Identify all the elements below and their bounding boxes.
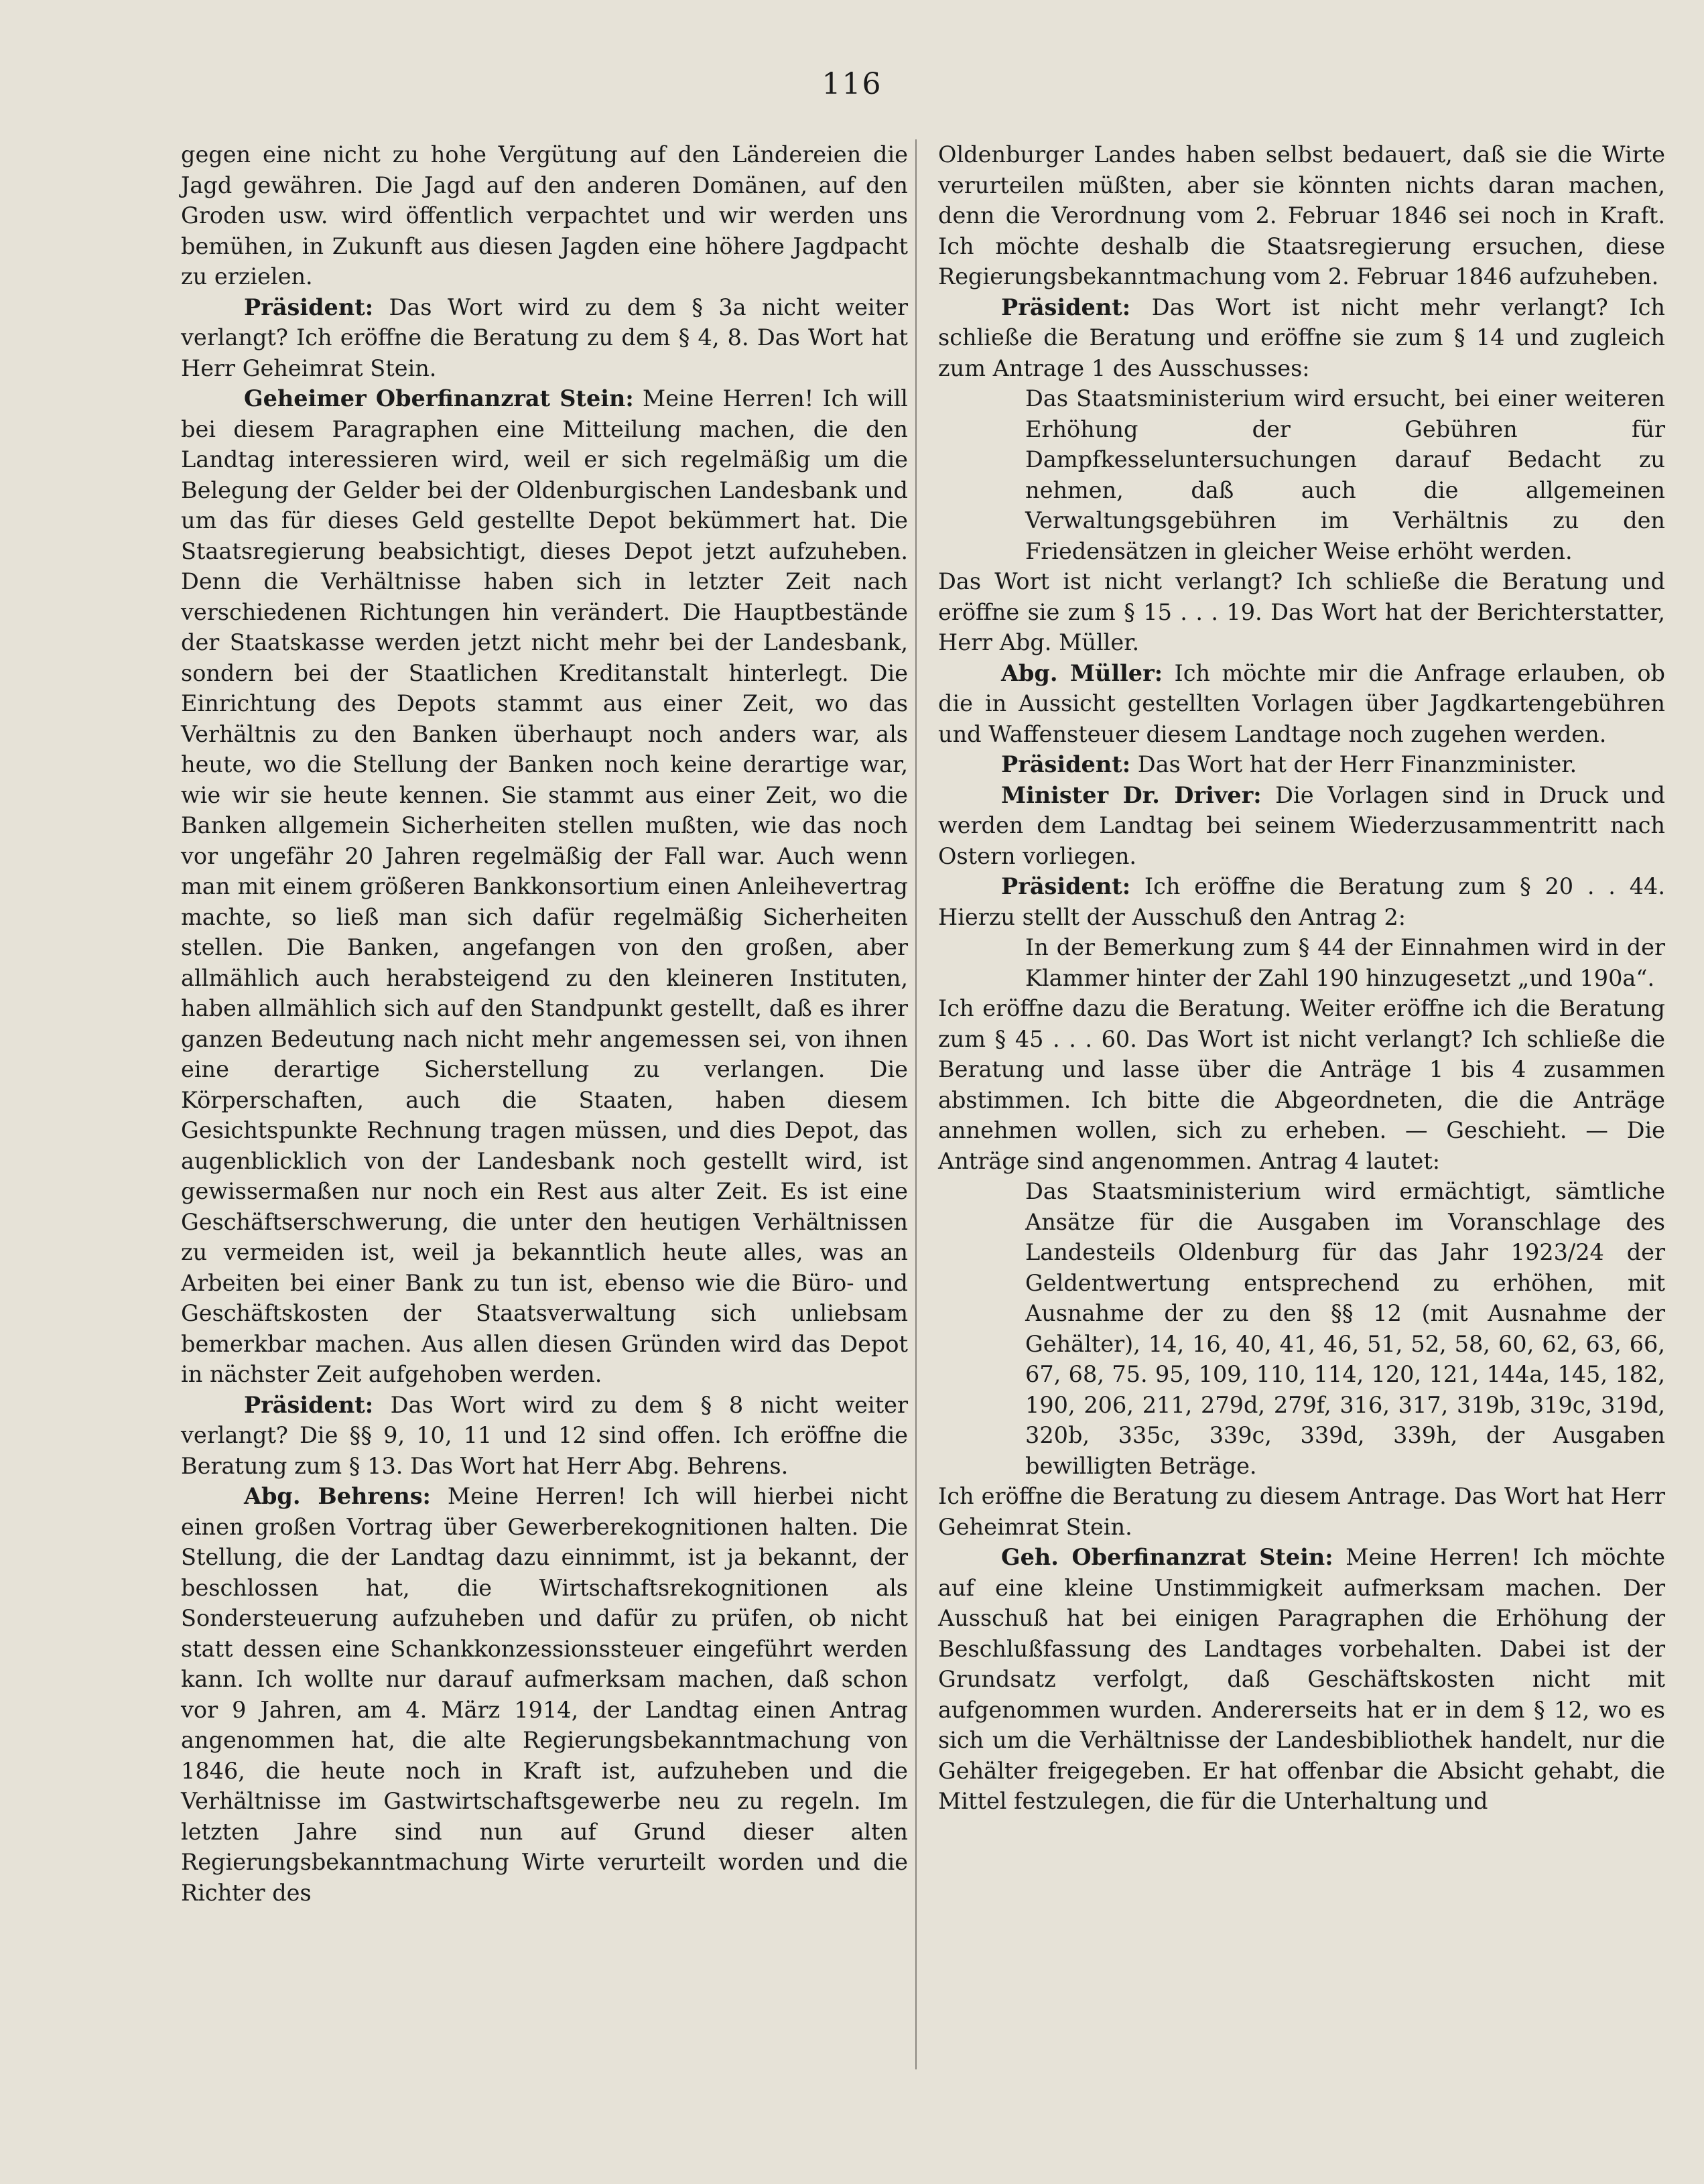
- paragraph-text: Das Wort wird zu dem § 8 nicht weiter verlangt? Die §§ 9, 10, 11 und 12 sind offen. Ich eröffne die Beratung zum § 13. Das Wort hat Herr Abg. Behrens.: [181, 1391, 908, 1479]
- paragraph-text: Das Wort ist nicht mehr verlangt? Ich schließe die Beratung und eröffne sie zum § 14 und zugleich zum Antrage 1 des Ausschusses:: [938, 294, 1665, 381]
- speaker-name: Geheimer Oberfinanzrat Stein:: [244, 385, 634, 411]
- paragraph-text: Meine Herren! Ich möchte auf eine kleine Unstimmigkeit aufmerksam machen. Der Ausschuß hat bei einigen Paragraphen die Erhöhung der Beschlußfassung des Landtages vorbehalten. Dabei ist der Grundsatz verfolgt, daß Geschäftskosten nicht mit aufgenommen wurden. Andererseits hat er in dem § 12, wo es sich um die Verhältnisse der Landesbibliothek handelt, nur die Gehälter freigegeben. Er hat offenbar die Absicht gehabt, die Mittel festzulegen, die für die Unterhaltung und: [938, 1544, 1665, 1814]
- paragraph: [938, 566, 1665, 658]
- paragraph-text: Oldenburger Landes haben selbst bedauert, daß sie die Wirte verurteilen müßten, aber sie könnten nichts daran machen, denn die Verordnung vom 2. Februar 1846 sei noch in Kraft. Ich möchte deshalb die Staatsregierung ersuchen, diese Regierungsbekanntmachung vom 2. Februar 1846 aufzuheben.: [938, 141, 1665, 290]
- motion-quote: [1025, 383, 1665, 566]
- right-column: [938, 139, 1665, 1817]
- speaker-name: Abg. Müller:: [1001, 659, 1163, 686]
- quote-text: In der Bemerkung zum § 44 der Einnahmen wird in der Klammer hinter der Zahl 190 hinzugesetzt „und 190a“.: [1025, 934, 1665, 991]
- speaker-name: Präsident:: [244, 294, 374, 320]
- paragraph-text: gegen eine nicht zu hohe Vergütung auf den Ländereien die Jagd gewähren. Die Jagd auf den anderen Domänen, auf den Groden usw. wird öffentlich verpachtet und wir werden uns bemühen, in Zukunft aus diesen Jagden eine höhere Jagdpacht zu erzielen.: [181, 141, 908, 290]
- quote-text: Das Staatsministerium wird ersucht, bei einer weiteren Erhöhung der Gebühren für Dampfkesseluntersuchungen darauf Bedacht zu nehmen, daß auch die allgemeinen Verwaltungsgebühren im Verhältnis zu den Friedensätzen in gleicher Weise erhöht werden.: [1025, 385, 1665, 564]
- quote-text: Das Staatsministerium wird ermächtigt, sämtliche Ansätze für die Ausgaben im Voranschlage des Landesteils Oldenburg für das Jahr 1923/24 der Geldentwertung entsprechend zu erhöhen, mit Ausnahme der zu den §§ 12 (mit Ausnahme der Gehälter), 14, 16, 40, 41, 46, 51, 52, 58, 60, 62, 63, 66, 67, 68, 75. 95, 109, 110, 114, 120, 121, 144a, 145, 182, 190, 206, 211, 279d, 279f, 316, 317, 319b, 319c, 319d, 320b, 335c, 339c, 339d, 339h, der Ausgaben bewilligten Beträge.: [1025, 1178, 1665, 1479]
- paragraph: [181, 1390, 908, 1482]
- paragraph-text: Ich eröffne dazu die Beratung. Weiter eröffne ich die Beratung zum § 45 . . . 60. Das Wort ist nicht verlangt? Ich schließe die Beratung und lasse über die Anträge 1 bis 4 zusammen abstimmen. Ich bitte die Abgeordneten, die die Anträge annehmen wollen, sich zu erheben. — Geschieht. — Die Anträge sind angenommen. Antrag 4 lautet:: [938, 995, 1665, 1174]
- speaker-name: Präsident:: [244, 1391, 374, 1418]
- paragraph-text: Meine Herren! Ich will bei diesem Paragraphen eine Mitteilung machen, die den Landtag interessieren wird, weil er sich regelmäßig um die Belegung der Gelder bei der Oldenburgischen Landesbank und um das für dieses Geld gestellte Depot bekümmert hat. Die Staatsregierung beabsichtigt, dieses Depot jetzt aufzuheben. Denn die Verhältnisse haben sich in letzter Zeit nach verschiedenen Richtungen hin verändert. Die Hauptbestände der Staatskasse werden jetzt nicht mehr bei der Landesbank, sondern bei der Staatlichen Kreditanstalt hinterlegt. Die Einrichtung des Depots stammt aus einer Zeit, wo das Verhältnis zu den Banken überhaupt noch anders war, als heute, wo die Stellung der Banken noch keine derartige war, wie wir sie heute kennen. Sie stammt aus einer Zeit, wo die Banken allgemein Sicherheiten stellen mußten, wie das noch vor ungefähr 20 Jahren regelmäßig der Fall war. Auch wenn man mit einem größeren Bankkonsortium einen Anleihevertrag machte, so ließ man sich dafür regelmäßig Sicherheiten stellen. Die Banken, angefangen von den großen, aber allmählich auch herabsteigend zu den kleineren Instituten, haben allmählich sich auf den Standpunkt gestellt, daß es ihrer ganzen Bedeutung nach nicht mehr angemessen sei, von ihnen eine derartige Sicherstellung zu verlangen. Die Körperschaften, auch die Staaten, haben diesem Gesichtspunkte Rechnung tragen müssen, und dies Depot, das augenblicklich von der Landesbank noch gestellt wird, ist gewissermaßen nur noch ein Rest aus alter Zeit. Es ist eine Geschäftserschwerung, die unter den heutigen Verhältnissen zu vermeiden ist, weil ja bekanntlich heute alles, was an Arbeiten bei einer Bank zu tun ist, ebenso wie die Büro- und Geschäftskosten der Staatsverwaltung sich unliebsam bemerkbar machen. Aus allen diesen Gründen wird das Depot in nächster Zeit aufgehoben werden.: [181, 385, 908, 1387]
- paragraph: [938, 780, 1665, 872]
- speaker-name: Geh. Oberfinanzrat Stein:: [1001, 1544, 1333, 1570]
- speaker-name: Präsident:: [1001, 294, 1131, 320]
- paragraph-text: Die Vorlagen sind in Druck und werden dem Landtag bei seinem Wiederzusammentritt nach Ostern vorliegen.: [938, 781, 1665, 869]
- paragraph: [938, 139, 1665, 292]
- motion-quote: [1025, 932, 1665, 993]
- speaker-name: Präsident:: [1001, 873, 1131, 899]
- paragraph-text: Das Wort hat der Herr Finanzminister.: [1137, 751, 1577, 777]
- paragraph-text: Das Wort ist nicht verlangt? Ich schließe die Beratung und eröffne sie zum § 15 . . . 19. Das Wort hat der Berichterstatter, Herr Abg. Müller.: [938, 568, 1665, 655]
- paragraph: [181, 139, 908, 292]
- paragraph-text: Ich eröffne die Beratung zu diesem Antrage. Das Wort hat Herr Geheimrat Stein.: [938, 1483, 1665, 1540]
- left-column: [181, 139, 908, 1908]
- paragraph-text: Ich eröffne die Beratung zum § 20 . . 44. Hierzu stellt der Ausschuß den Antrag 2:: [938, 873, 1666, 930]
- paragraph: [181, 383, 908, 1390]
- paragraph: [938, 871, 1665, 932]
- paragraph: [938, 1481, 1665, 1542]
- paragraph: [938, 292, 1665, 384]
- motion-quote: [1025, 1176, 1665, 1481]
- paragraph: [938, 749, 1665, 780]
- paragraph-text: Ich möchte mir die Anfrage erlauben, ob die in Aussicht gestellten Vorlagen über Jagdkartengebühren und Waffensteuer diesem Landtage noch zugehen werden.: [938, 659, 1666, 747]
- paragraph: [181, 1481, 908, 1908]
- paragraph: [938, 993, 1665, 1176]
- paragraph: [181, 292, 908, 384]
- paragraph: [938, 1542, 1665, 1817]
- paragraph: [938, 658, 1665, 750]
- speaker-name: Minister Dr. Driver:: [1001, 781, 1262, 808]
- paragraph-text: Meine Herren! Ich will hierbei nicht einen großen Vortrag über Gewerberekognitionen halten. Die Stellung, die der Landtag dazu einnimmt, ist ja bekannt, der beschlossen hat, die Wirtschaftsrekognitionen als Sondersteuerung aufzuheben und dafür zu prüfen, ob nicht statt dessen eine Schankkonzessionssteuer eingeführt werden kann. Ich wollte nur darauf aufmerksam machen, daß schon vor 9 Jahren, am 4. März 1914, der Landtag einen Antrag angenommen hat, die alte Regierungsbekanntmachung von 1846, die heute noch in Kraft ist, aufzuheben und die Verhältnisse im Gastwirtschaftsgewerbe neu zu regeln. Im letzten Jahre sind nun auf Grund dieser alten Regierungsbekanntmachung Wirte verurteilt worden und die Richter des: [181, 1483, 908, 1906]
- column-divider: [915, 139, 917, 2069]
- page-number: 116: [822, 67, 882, 101]
- speaker-name: Abg. Behrens:: [244, 1483, 431, 1509]
- paragraph-text: Das Wort wird zu dem § 3a nicht weiter verlangt? Ich eröffne die Beratung zu dem § 4, 8. Das Wort hat Herr Geheimrat Stein.: [181, 294, 908, 381]
- speaker-name: Präsident:: [1001, 751, 1131, 777]
